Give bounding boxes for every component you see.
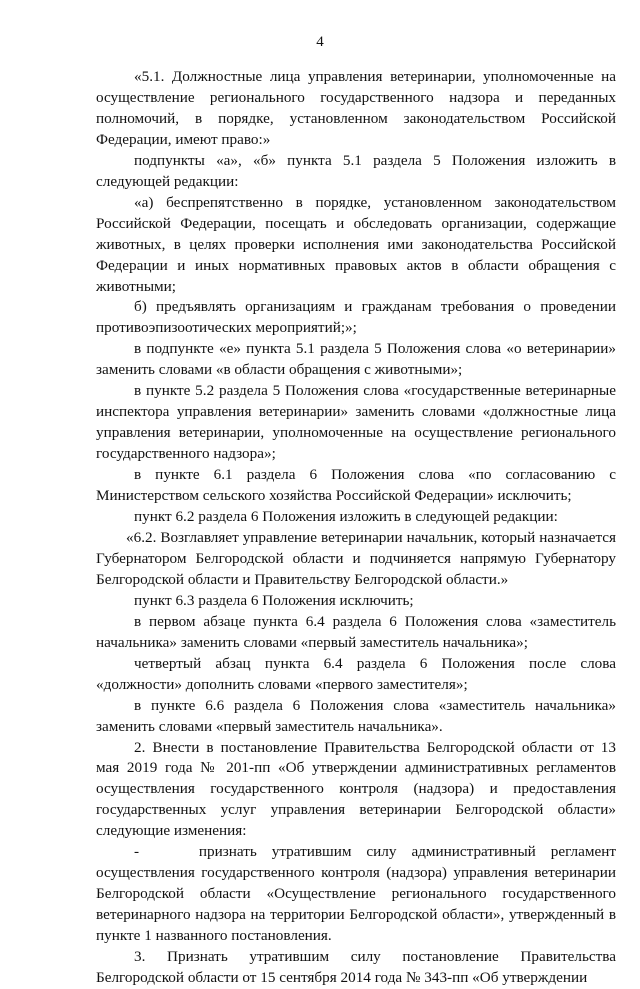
paragraph-subpoint-e: в подпункте «е» пункта 5.1 раздела 5 Положения слова «о ветеринарии» заменить словами «в области обращения с животными»; <box>96 340 620 379</box>
paragraph-5-1-intro: «5.1. Должностные лица управления ветеринарии, уполномоченные на осуществление регионального государственного надзора и переданных полномочий, в порядке, установленном законодательством Российской Федерации, имеют право:» <box>96 68 620 148</box>
paragraph-subpoints-a-b: подпункты «а», «б» пункта 5.1 раздела 5 Положения изложить в следующей редакции: <box>96 151 620 190</box>
paragraph-5-2: в пункте 5.2 раздела 5 Положения слова «государственные ветеринарные инспектора управления ветеринарии» заменить словами «должностные лица управления ветеринарии, уполномоченные на осуществление регионального государственного надзора»; <box>96 382 620 463</box>
paragraph-subpoint-b: б) предъявлять организациям и гражданам требования о проведении противоэпизоотических мероприятий;»; <box>96 298 620 337</box>
paragraph-6-2-intro: пункт 6.2 раздела 6 Положения изложить в следующей редакции: <box>134 508 558 526</box>
paragraph-6-4-first: в первом абзаце пункта 6.4 раздела 6 Положения слова «заместитель начальника» заменить словами «первый заместитель начальника»; <box>96 612 620 651</box>
paragraph-item-3: 3. Признать утратившим силу постановление Правительства Белгородской области от 15 сентября 2014 года № 343-пп «Об утверждении <box>96 948 620 986</box>
paragraph-item-2-dash: - признать утратившим силу административный регламент осуществления государственного контроля (надзора) управления ветеринарии Белгородской области «Осуществление регионального государственного ветеринарного надзора на территории Белгородской области», утвержденный в пункте 1 названного постановления. <box>96 843 620 945</box>
paragraph-6-4-fourth: четвертый абзац пункта 6.4 раздела 6 Положения после слова «должности» дополнить словами «первого заместителя»; <box>96 654 620 693</box>
paragraph-item-2: 2. Внести в постановление Правительства Белгородской области от 13 мая 2019 года № 201-пп «Об утверждении административных регламентов осуществления государственного контроля (надзора) и предоставления государственных услуг управления ветеринарии Белгородской области» следующие изменения: <box>96 738 620 840</box>
paragraph-6-2-text: «6.2. Возглавляет управление ветеринарии начальник, который назначается Губернатором Белгородской области и подчиняется напрямую Губернатору Белгородской области и Правительству Белгородской области.» <box>96 528 620 588</box>
page-number: 4 <box>316 34 324 50</box>
paragraph-subpoint-a: «а) беспрепятственно в порядке, установленном законодательством Российской Федерации, посещать и обследовать организации, содержащие животных, в целях проверки исполнения ими законодательства Российской Федерации и иных нормативных правовых актов в области обращения с животными; <box>96 193 620 295</box>
paragraph-6-6: в пункте 6.6 раздела 6 Положения слова «заместитель начальника» заменить словами «первый заместитель начальника». <box>96 696 620 735</box>
paragraph-6-1: в пункте 6.1 раздела 6 Положения слова «по согласованию с Министерством сельского хозяйства Российской Федерации» исключить; <box>96 466 620 505</box>
paragraph-6-3: пункт 6.3 раздела 6 Положения исключить; <box>134 591 414 609</box>
document-body <box>96 67 620 989</box>
